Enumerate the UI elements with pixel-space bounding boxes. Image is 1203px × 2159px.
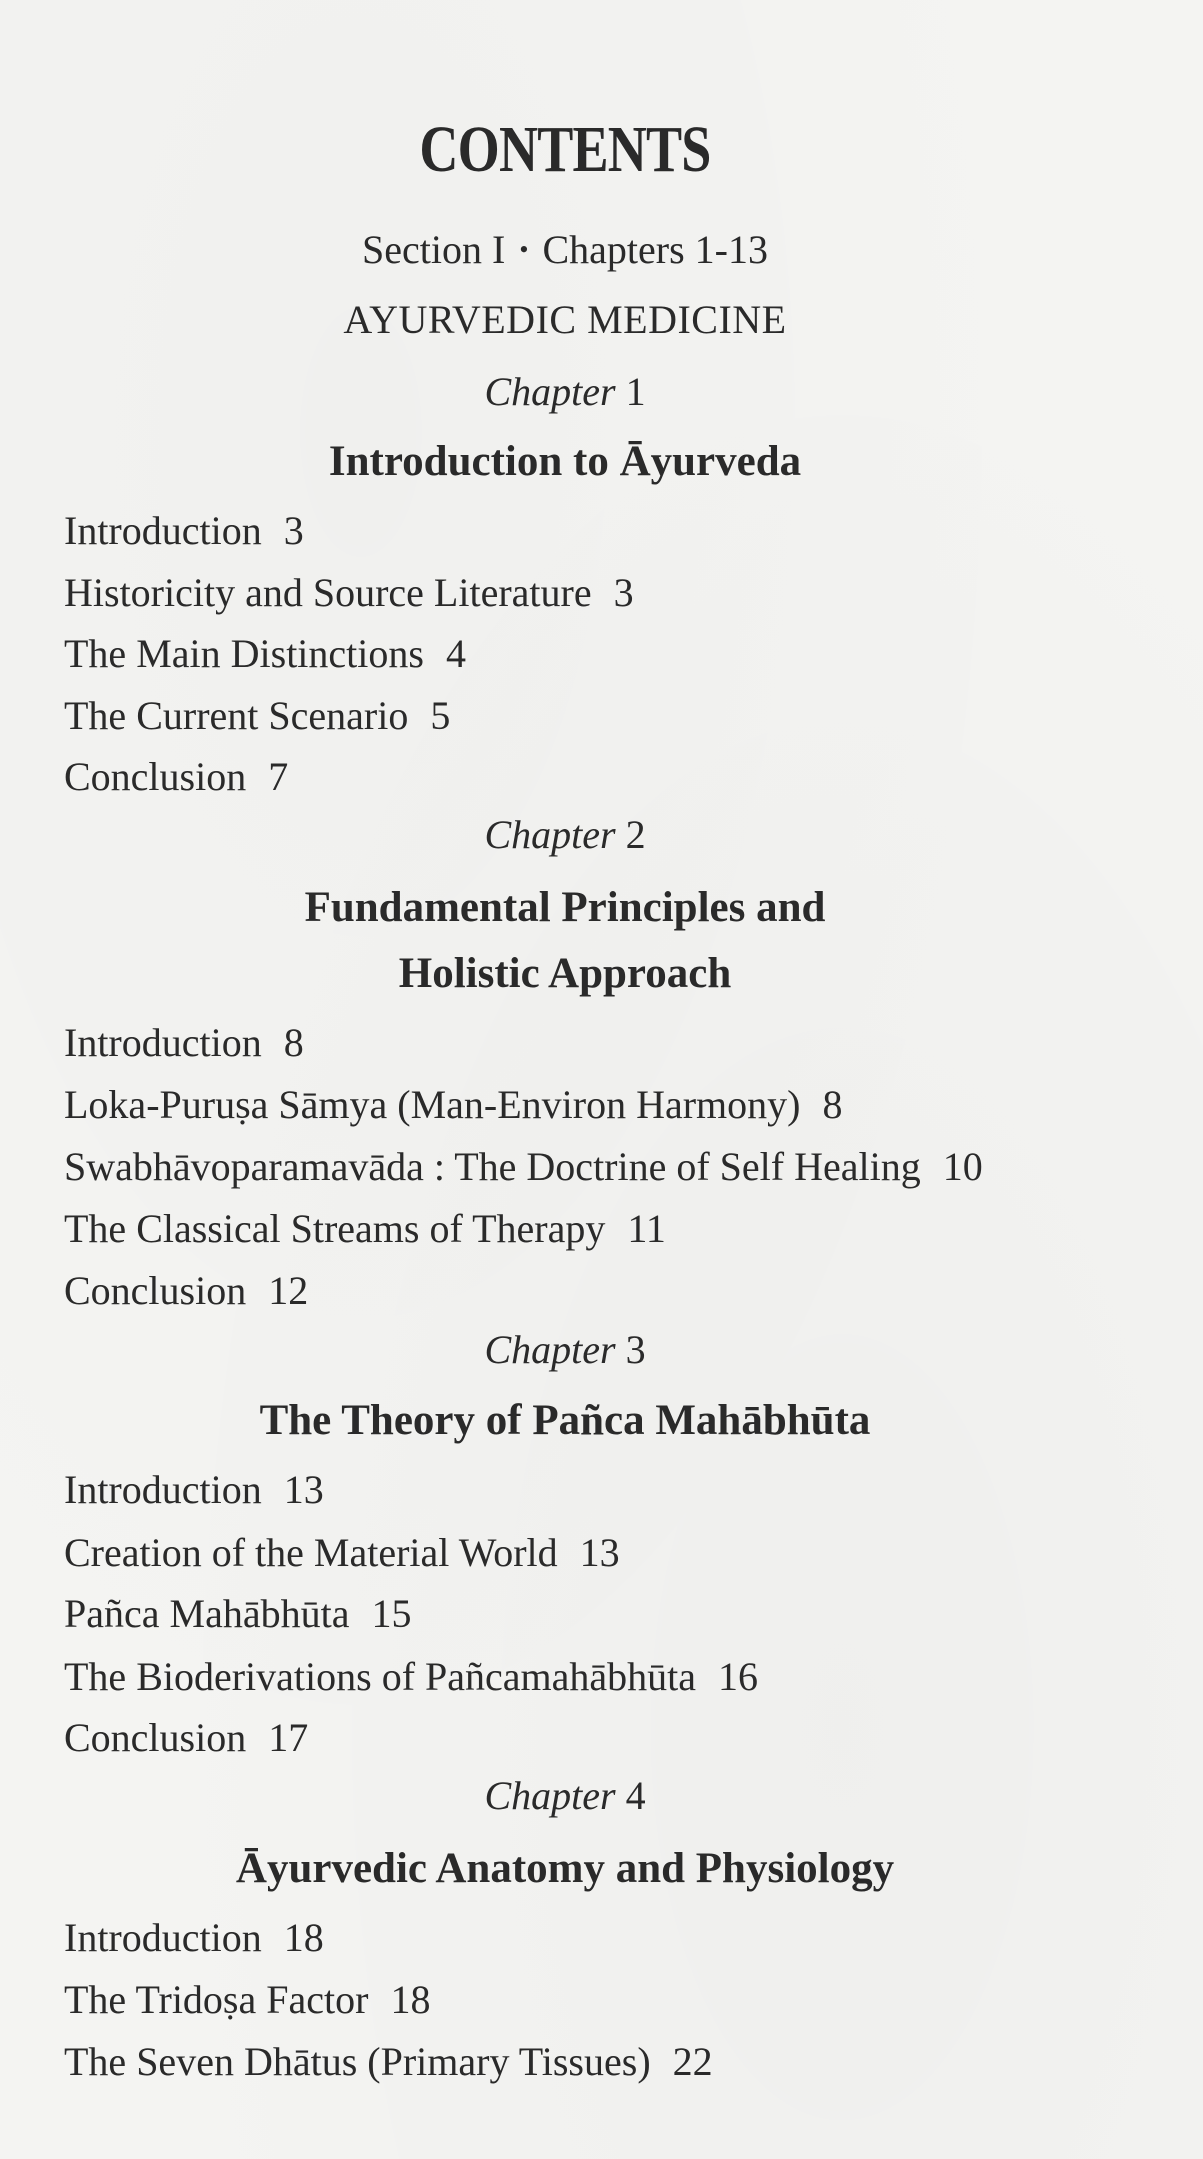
entry-title: Conclusion xyxy=(64,1715,247,1760)
entry-title: The Classical Streams of Therapy xyxy=(64,1206,606,1251)
chapter-title-line: Introduction to Āyurveda xyxy=(328,438,802,485)
entry-page: 4 xyxy=(445,631,466,676)
chapter-word: Chapter xyxy=(484,1327,616,1372)
chapter-label xyxy=(0,368,1130,415)
entry-page: 12 xyxy=(268,1268,309,1313)
entry-title: Loka-Puruṣa Sāmya (Man-Environ Harmony) xyxy=(64,1082,801,1127)
chapter-word: Chapter xyxy=(484,1773,616,1818)
chapter-title-line: Fundamental Principles and xyxy=(304,884,826,931)
entry-page: 13 xyxy=(579,1530,620,1575)
toc-entry[interactable] xyxy=(64,1205,666,1252)
entry-page: 8 xyxy=(283,1020,304,1065)
toc-entry[interactable] xyxy=(64,753,288,800)
entry-page: 17 xyxy=(268,1715,309,1760)
toc-entry[interactable] xyxy=(64,1466,324,1513)
toc-entry[interactable] xyxy=(64,1653,758,1700)
chapter-title xyxy=(0,875,1130,1007)
entry-title: Swabhāvoparamavāda : The Doctrine of Self Healing xyxy=(64,1144,921,1189)
chapter-number: 3 xyxy=(625,1327,646,1372)
toc-entry[interactable] xyxy=(64,1714,308,1761)
section-bullet: • xyxy=(519,235,529,264)
entry-title: Introduction xyxy=(64,1020,262,1065)
entry-page: 7 xyxy=(268,754,289,799)
toc-entry[interactable] xyxy=(64,569,634,616)
section-label: Section I xyxy=(362,227,506,272)
entry-page: 10 xyxy=(942,1144,983,1189)
chapter-number: 2 xyxy=(625,812,646,857)
toc-entry[interactable] xyxy=(64,507,304,554)
toc-entry[interactable] xyxy=(64,630,466,677)
entry-page: 22 xyxy=(672,2039,713,2084)
chapter-label xyxy=(0,811,1130,858)
toc-entry[interactable] xyxy=(64,1143,983,1190)
entry-title: Conclusion xyxy=(64,754,247,799)
entry-page: 13 xyxy=(283,1467,324,1512)
toc-entry[interactable] xyxy=(64,1081,842,1128)
entry-page: 3 xyxy=(283,508,304,553)
toc-entry[interactable] xyxy=(64,1914,324,1961)
chapter-word: Chapter xyxy=(484,369,616,414)
chapter-title xyxy=(0,1388,1130,1454)
entry-page: 16 xyxy=(718,1654,759,1699)
section-line xyxy=(0,226,1130,273)
toc-entry[interactable] xyxy=(64,1976,430,2023)
entry-title: Pañca Mahābhūta xyxy=(64,1591,350,1636)
toc-entry[interactable] xyxy=(64,1019,304,1066)
toc-entry[interactable] xyxy=(64,692,450,739)
chapter-label xyxy=(0,1772,1130,1819)
entry-title: Conclusion xyxy=(64,1268,247,1313)
contents-heading: CONTENTS xyxy=(419,113,711,186)
chapter-title-line: Āyurvedic Anatomy and Physiology xyxy=(235,1845,895,1892)
entry-title: Introduction xyxy=(64,1915,262,1960)
entry-title: The Main Distinctions xyxy=(64,631,424,676)
entry-page: 18 xyxy=(390,1977,431,2022)
chapter-number: 4 xyxy=(625,1773,646,1818)
entry-page: 11 xyxy=(627,1206,666,1251)
entry-title: Introduction xyxy=(64,508,262,553)
chapter-title xyxy=(0,429,1130,495)
entry-page: 15 xyxy=(371,1591,412,1636)
toc-entry[interactable] xyxy=(64,1267,308,1314)
section-title: AYURVEDIC MEDICINE xyxy=(343,297,787,342)
entry-title: The Current Scenario xyxy=(64,693,409,738)
chapter-label xyxy=(0,1326,1130,1373)
section-chapters: Chapters 1-13 xyxy=(542,227,768,272)
chapter-title-line: Holistic Approach xyxy=(398,950,732,997)
entry-title: Creation of the Material World xyxy=(64,1530,558,1575)
entry-page: 5 xyxy=(430,693,451,738)
entry-title: The Seven Dhātus (Primary Tissues) xyxy=(64,2039,651,2084)
entry-title: Introduction xyxy=(64,1467,262,1512)
chapter-title xyxy=(0,1836,1130,1902)
entry-page: 18 xyxy=(283,1915,324,1960)
toc-entry[interactable] xyxy=(64,1590,411,1637)
chapter-word: Chapter xyxy=(484,812,616,857)
entry-page: 3 xyxy=(613,570,634,615)
toc-entry[interactable] xyxy=(64,1529,620,1576)
entry-title: The Bioderivations of Pañcamahābhūta xyxy=(64,1654,697,1699)
toc-entry[interactable] xyxy=(64,2038,713,2085)
chapter-title-line: The Theory of Pañca Mahābhūta xyxy=(259,1397,871,1444)
chapter-number: 1 xyxy=(625,369,646,414)
entry-title: The Tridoṣa Factor xyxy=(64,1977,369,2022)
entry-page: 8 xyxy=(822,1082,843,1127)
entry-title: Historicity and Source Literature xyxy=(64,570,592,615)
